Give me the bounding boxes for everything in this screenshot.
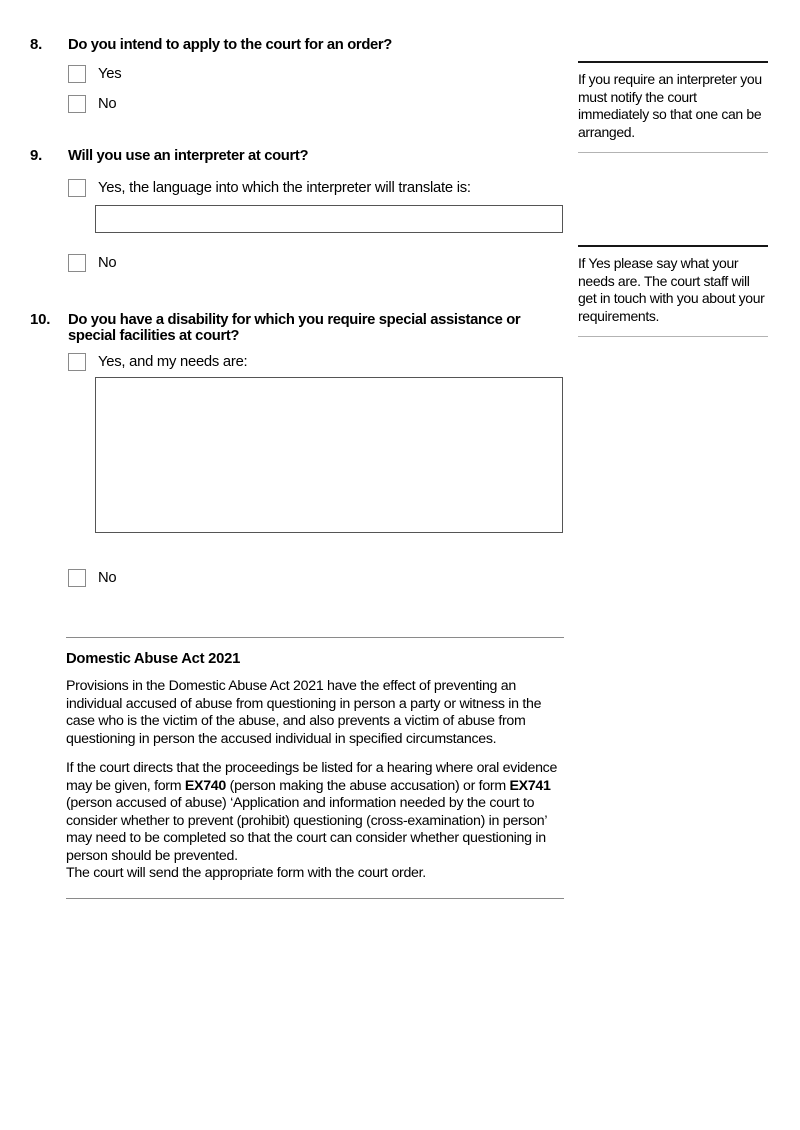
q10-yes-option — [68, 353, 247, 371]
daa-para2-seg1: If the court directs that the proceedings be listed for a hearing where oral evidence may be given, form — [66, 760, 558, 794]
q10-no-option — [68, 569, 116, 587]
question-8-number: 8. — [30, 36, 43, 53]
q9-yes-option — [68, 179, 471, 197]
sidebar-note-needs: If Yes please say what your needs are. The court staff will get in touch with you about your requirements. — [578, 245, 768, 337]
q10-yes-checkbox[interactable] — [68, 353, 86, 371]
question-9-number: 9. — [30, 147, 43, 164]
sidebar-note-interpreter: If you require an interpreter you must notify the court immediately so that one can be arranged. — [578, 61, 768, 153]
q9-no-option — [68, 254, 116, 272]
question-8-text: Do you intend to apply to the court for an order? — [68, 37, 392, 53]
q10-no-checkbox[interactable] — [68, 569, 86, 587]
question-10-text: Do you have a disability for which you require special assistance or special facilities at court? — [68, 312, 521, 344]
question-9-text: Will you use an interpreter at court? — [68, 148, 309, 164]
q8-yes-checkbox[interactable] — [68, 65, 86, 83]
q10-yes-label: Yes, and my needs are: — [98, 354, 248, 370]
daa-paragraph-2 — [66, 760, 564, 883]
question-10-number: 10. — [30, 311, 51, 328]
daa-paragraph-1: Provisions in the Domestic Abuse Act 2021 have the effect of preventing an individual accused of abuse from questioning in person a party or witness in the case who is the victim of the abuse, and also prevents a victim of abuse from questioning in person the accused individual in specified circumstances. — [66, 678, 542, 747]
q9-yes-label: Yes, the language into which the interpreter will translate is: — [98, 180, 471, 196]
q8-yes-option — [68, 65, 121, 83]
q10-no-label: No — [98, 570, 117, 586]
daa-heading: Domestic Abuse Act 2021 — [66, 651, 241, 667]
daa-para2-seg3: (person accused of abuse) ‘Application and information needed by the court to consider whether to prevent (prohibit) questioning (cross-examination) in person’ may need to be completed so that the court can consider whether questioning in person should be prevented. — [66, 795, 547, 864]
q8-yes-label: Yes — [98, 66, 122, 82]
q9-no-checkbox[interactable] — [68, 254, 86, 272]
q8-no-checkbox[interactable] — [68, 95, 86, 113]
q10-needs-textarea[interactable] — [95, 377, 563, 533]
daa-form-ex740: EX740 — [184, 777, 226, 794]
daa-para2-seg2: (person making the abuse accusation) or form — [226, 777, 510, 794]
q9-yes-checkbox[interactable] — [68, 179, 86, 197]
daa-para2-last-line: The court will send the appropriate form with the court order. — [66, 865, 426, 881]
q8-no-label: No — [98, 96, 117, 112]
domestic-abuse-act-section — [66, 637, 564, 899]
daa-form-ex741: EX741 — [509, 777, 551, 794]
q8-no-option — [68, 95, 116, 113]
q9-language-input[interactable] — [95, 205, 563, 233]
q9-no-label: No — [98, 255, 117, 271]
